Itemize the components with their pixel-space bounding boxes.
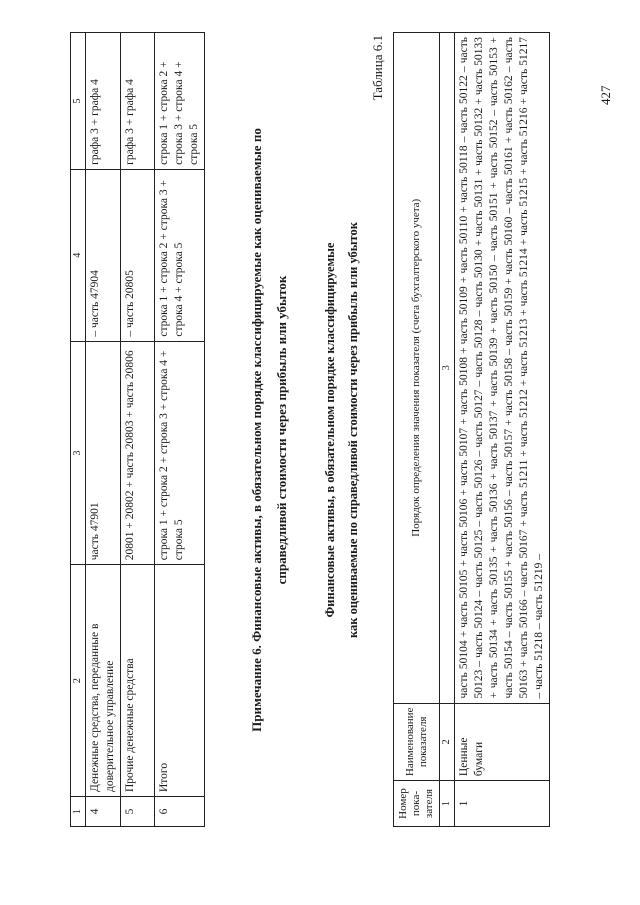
row-col5: строка 1 + строка 2 + строка 3 + строка 4 + строка 5 <box>155 33 205 170</box>
table-row <box>86 33 121 827</box>
top-table-header-cell: 4 <box>71 169 86 341</box>
section-subtitle: как оцениваемые по справедливой стоимости через прибыль или убыток <box>346 222 360 638</box>
top-table-header-row <box>71 33 86 827</box>
header-order: Порядок определения значения показателя (счета бухгалтерского учета) <box>394 33 440 704</box>
row-name: Ценные бумаги <box>455 703 550 781</box>
row-col3: часть 47901 <box>86 341 121 565</box>
row-name: Денежные средства, переданные в доверительное управление <box>86 565 121 797</box>
header-name: Наименование показателя <box>394 703 440 781</box>
section-title: Финансовые активы, в обязательном порядке классифицируемые <box>323 242 337 618</box>
top-table <box>70 32 205 827</box>
row-number: 4 <box>86 797 121 827</box>
top-table-header-cell: 3 <box>71 341 86 565</box>
bottom-table-header-row <box>394 33 440 827</box>
table-row <box>121 33 155 827</box>
row-col3: 20801 + 20802 + часть 20803 + часть 20806 <box>121 341 155 565</box>
top-table-header-cell: 5 <box>71 33 86 170</box>
bottom-table <box>393 32 550 827</box>
header-number-cell: 3 <box>440 33 455 704</box>
table-row <box>155 33 205 827</box>
row-name: Прочие денежные средства <box>121 565 155 797</box>
table-row <box>455 33 550 827</box>
row-col5: графа 3 + графа 4 <box>86 33 121 170</box>
row-number: 1 <box>455 781 550 827</box>
header-number-cell: 2 <box>440 703 455 781</box>
note-subtitle: справедливой стоимости через прибыль или убыток <box>274 275 289 585</box>
row-name: Итого <box>155 565 205 797</box>
bottom-table-number-row <box>440 33 455 827</box>
row-col4: строка 1 + строка 2 + строка 3 + строка 4 + строка 5 <box>155 169 205 341</box>
row-number: 6 <box>155 797 205 827</box>
top-table-header-cell: 1 <box>71 797 86 827</box>
row-col5: графа 3 + графа 4 <box>121 33 155 170</box>
row-col4: – часть 20805 <box>121 169 155 341</box>
row-number: 5 <box>121 797 155 827</box>
row-formula: часть 50104 + часть 50105 + часть 50106 + часть 50107 + часть 50108 + часть 50109 + часть 50110 + часть 50118 – часть 50122 – часть 50123 – часть 50124 – часть 50125 – часть 50126 – часть 50127 – часть 50128 – часть 50130 + часть 50131 + часть 50132 + часть 50133 + часть 50134 + часть 50135 + часть 50136 + часть 50137 + часть 50139 + часть 50150 – часть 50151 + часть 50152 – часть 50153 + часть 50154 – часть 50155 + часть 50156 – часть 50157 + часть 50158 – часть 50159 + часть 50160 – часть 50161 + часть 50162 – часть 50163 + часть 50166 – часть 50167 + часть 51211 + часть 51212 + часть 51213 + часть 51214 + часть 51215 + часть 51216 + часть 51217 – часть 51218 – часть 51219 – <box>455 33 550 704</box>
table-label: Таблица 6.1 <box>370 35 385 101</box>
row-col4: – часть 47904 <box>86 169 121 341</box>
row-col3: строка 1 + строка 2 + строка 3 + строка 4 + строка 5 <box>155 341 205 565</box>
note-title: Примечание 6. Финансовые активы, в обязательном порядке классифицируемые как оцениваемые по <box>249 128 264 732</box>
header-number: Номер пока- зателя <box>394 781 440 827</box>
header-number-cell: 1 <box>440 781 455 827</box>
page-number: 427 <box>598 85 613 105</box>
top-table-header-cell: 2 <box>71 565 86 797</box>
